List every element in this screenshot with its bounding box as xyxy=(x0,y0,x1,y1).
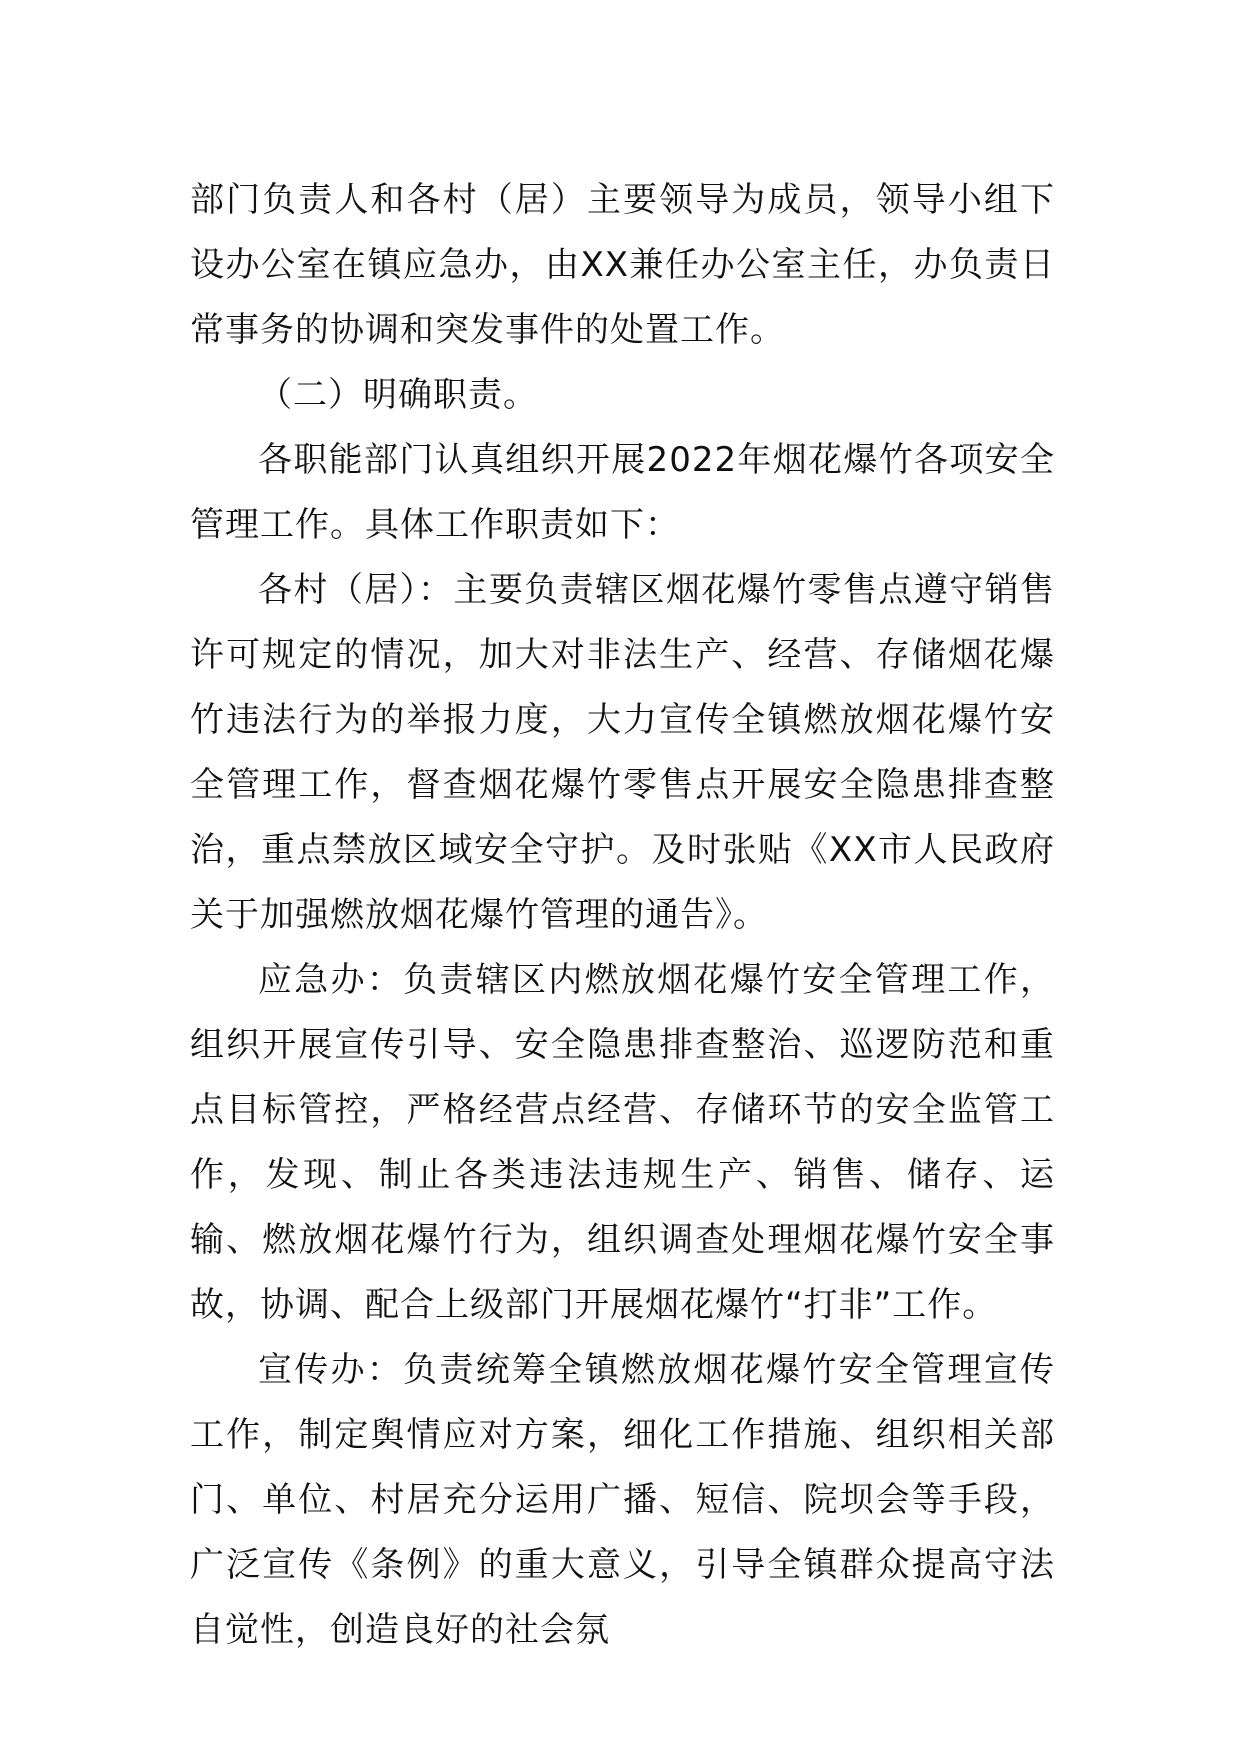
document-body xyxy=(190,168,1055,1663)
paragraph-emergency-office-duties: 应急办：负责辖区内燃放烟花爆竹安全管理工作，组织开展宣传引导、安全隐患排查整治、巡逻防范和重点目标管控，严格经营点经营、存储环节的安全监管工作，发现、制止各类违法违规生产、销售、储存、运输、燃放烟花爆竹行为，组织调查处理烟花爆竹安全事故，协调、配合上级部门开展烟花爆竹“打非”工作。 xyxy=(190,960,1055,1325)
paragraph-leadership-group: 部门负责人和各村（居）主要领导为成员，领导小组下设办公室在镇应急办，由XX兼任办公室主任，办负责日常事务的协调和突发事件的处置工作。 xyxy=(190,180,1055,350)
paragraph-villages-duties: 各村（居）：主要负责辖区烟花爆竹零售点遵守销售许可规定的情况，加大对非法生产、经营、存储烟花爆竹违法行为的举报力度，大力宣传全镇燃放烟花爆竹安全管理工作，督查烟花爆竹零售点开展安全隐患排查整治，重点禁放区域安全守护。及时张贴《XX市人民政府关于加强燃放烟花爆竹管理的通告》。 xyxy=(190,570,1055,935)
paragraph-departments-intro: 各职能部门认真组织开展2022年烟花爆竹各项安全管理工作。具体工作职责如下： xyxy=(190,440,1055,545)
section-heading-duties: （二）明确职责。 xyxy=(258,375,538,415)
paragraph-publicity-office-duties: 宣传办：负责统筹全镇燃放烟花爆竹安全管理宣传工作，制定舆情应对方案，细化工作措施、组织相关部门、单位、村居充分运用广播、短信、院坝会等手段，广泛宣传《条例》的重大意义，引导全镇群众提高守法自觉性，创造良好的社会氛 xyxy=(190,1350,1055,1650)
